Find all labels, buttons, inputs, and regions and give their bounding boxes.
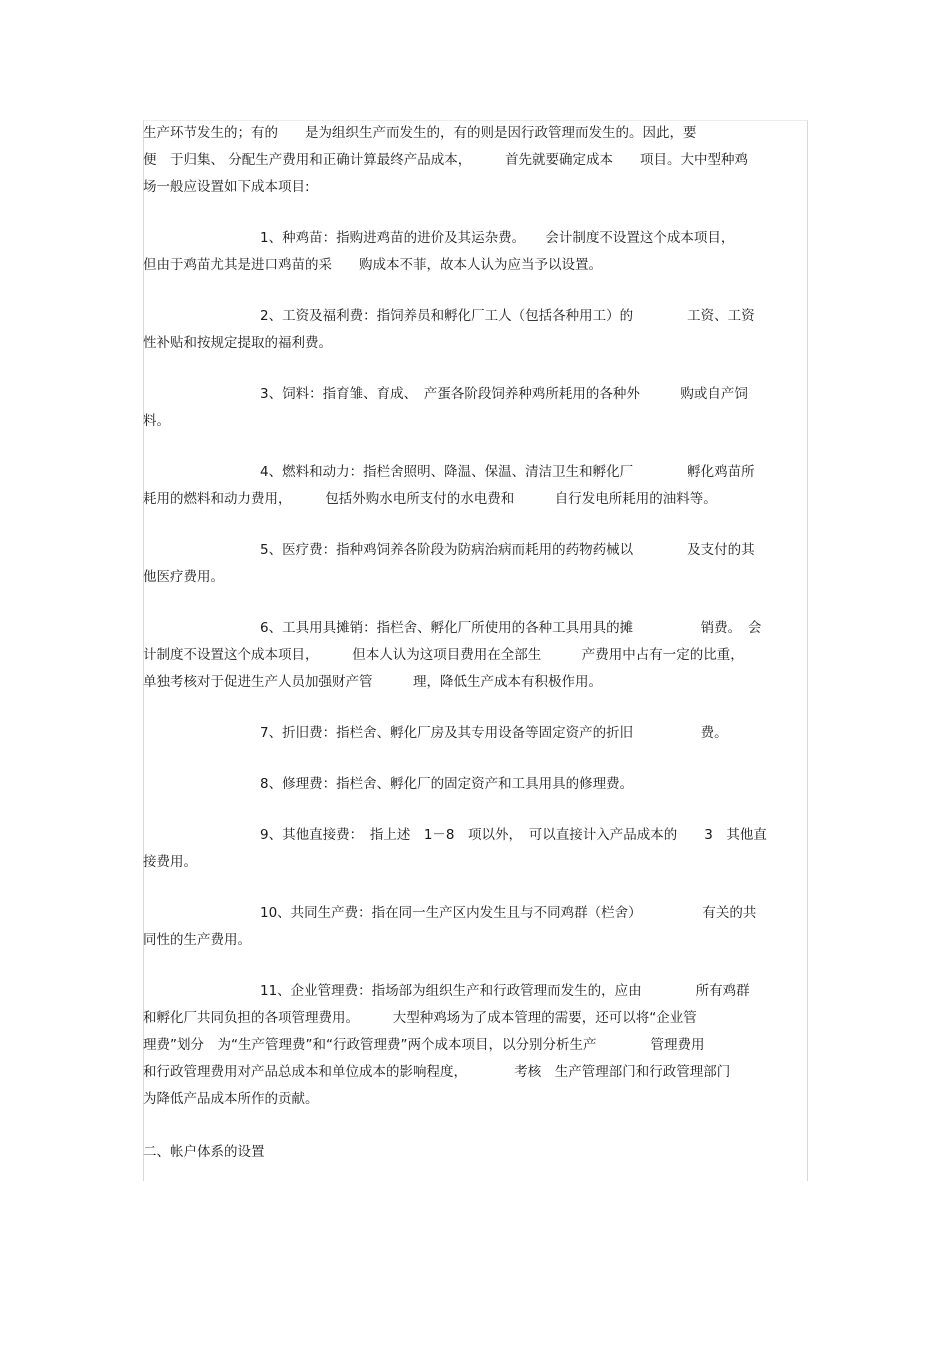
cost-item-line: 8、修理费：指栏舍、孵化厂的固定资产和工具用具的修理费。 [260, 776, 634, 792]
cost-item-4 [143, 459, 803, 513]
cost-item-7 [143, 720, 803, 747]
cost-item-line: 料。 [143, 413, 170, 429]
cost-item-line: 接费用。 [143, 854, 197, 870]
cost-item-line: 他医疗费用。 [143, 569, 224, 585]
cost-item-6 [143, 615, 803, 696]
intro-line-2: 便 于归集、 分配生产费用和正确计算最终产品成本， 首先就要确定成本 项目。大中型种鸡 [143, 152, 749, 168]
cost-item-line: 同性的生产费用。 [143, 932, 251, 948]
cost-item-line: 10、共同生产费：指在同一生产区内发生且与不同鸡群（栏舍） 有关的共 [260, 905, 757, 921]
cost-item-line: 性补贴和按规定提取的福利费。 [143, 335, 332, 351]
cost-item-line: 11、企业管理费：指场部为组织生产和行政管理而发生的，应由 所有鸡群 [260, 983, 750, 999]
cost-item-line: 5、医疗费：指种鸡饲养各阶段为防病治病而耗用的药物药械以 及支付的其 [260, 542, 755, 558]
cost-item-line: 6、工具用具摊销：指栏舍、孵化厂所使用的各种工具用具的摊 销费。 会 [260, 620, 762, 636]
cost-item-5 [143, 537, 803, 591]
cost-item-8 [143, 771, 803, 798]
cost-item-11 [143, 978, 803, 1113]
cost-item-line: 7、折旧费：指栏舍、孵化厂房及其专用设备等固定资产的折旧 费。 [260, 725, 728, 741]
intro-line-1: 生产环节发生的；有的 是为组织生产而发生的，有的则是因行政管理而发生的。因此，要 [143, 125, 697, 141]
cost-item-line: 理费”划分 为“生产管理费”和“行政管理费”两个成本项目，以分别分析生产 管理费用 [143, 1037, 705, 1053]
cost-item-line: 9、其他直接费： 指上述 1－8 项以外， 可以直接计入产品成本的 3 其他直 [260, 827, 767, 843]
intro-line-3: 场一般应设置如下成本项目: [143, 179, 310, 195]
cost-item-line: 为降低产品成本所作的贡献。 [143, 1091, 319, 1107]
cost-item-line: 和孵化厂共同负担的各项管理费用。 大型种鸡场为了成本管理的需要，还可以将“企业管 [143, 1010, 697, 1026]
cost-item-line: 但由于鸡苗尤其是进口鸡苗的采 购成本不菲，故本人认为应当予以设置。 [143, 257, 602, 273]
section-heading: 二、帐户体系的设置 [143, 1144, 265, 1160]
cost-item-line: 计制度不设置这个成本项目， 但本人认为这项目费用在全部生 产费用中占有一定的比重， [143, 647, 744, 663]
cost-item-2 [143, 303, 803, 357]
document-body [143, 120, 803, 1166]
cost-item-line: 耗用的燃料和动力费用， 包括外购水电所支付的水电费和 自行发电所耗用的油料等。 [143, 491, 717, 507]
cost-item-9 [143, 822, 803, 876]
cost-item-line: 2、工资及福利费：指饲养员和孵化厂工人（包括各种用工）的 工资、工资 [260, 308, 755, 324]
cost-item-3 [143, 381, 803, 435]
cost-item-1 [143, 225, 803, 279]
cost-item-line: 1、种鸡苗：指购进鸡苗的进价及其运杂费。 会计制度不设置这个成本项目， [260, 230, 735, 246]
cost-item-line: 4、燃料和动力：指栏舍照明、降温、保温、清洁卫生和孵化厂 孵化鸡苗所 [260, 464, 755, 480]
cost-item-line: 单独考核对于促进生产人员加强财产管 理，降低生产成本有积极作用。 [143, 674, 602, 690]
cost-item-line: 3、饲料：指育雏、育成、 产蛋各阶段饲养种鸡所耗用的各种外 购或自产饲 [260, 386, 748, 402]
cost-item-line: 和行政管理费用对产品总成本和单位成本的影响程度， 考核 生产管理部门和行政管理部门 [143, 1064, 731, 1080]
cost-item-10 [143, 900, 803, 954]
